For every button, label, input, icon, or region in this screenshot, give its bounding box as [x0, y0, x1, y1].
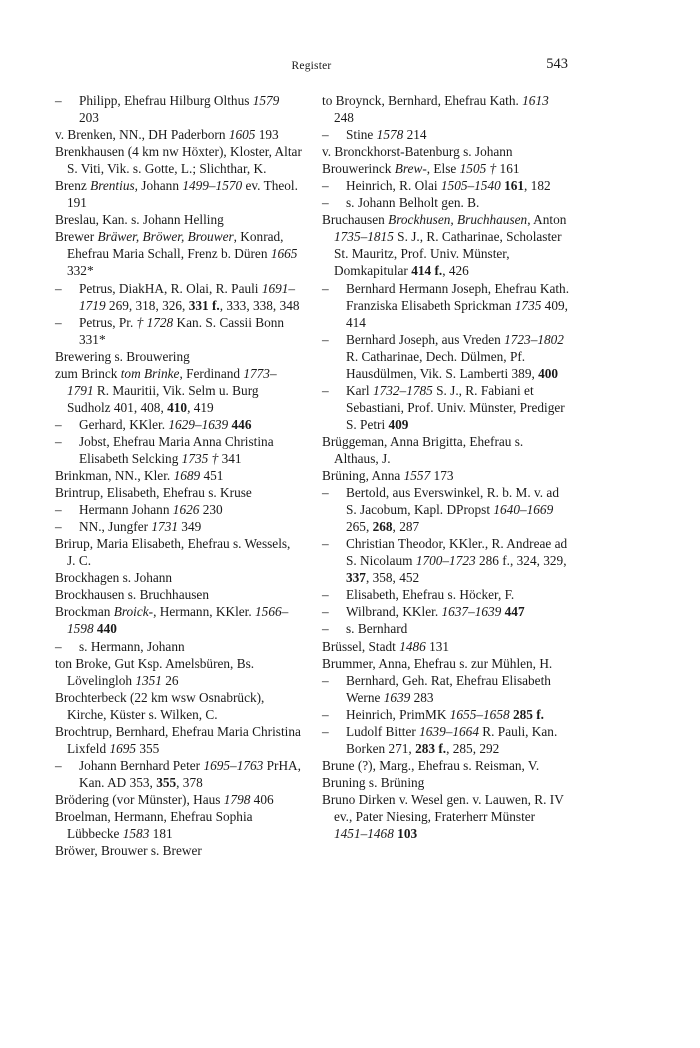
register-entry: Brenz Brentius, Johann 1499–1570 ev. Theol. 191 [55, 178, 298, 211]
register-subentry: – Elisabeth, Ehefrau s. Höcker, F. [322, 586, 569, 603]
register-entry: Brochterbeck (22 km wsw Osnabrück), Kirche, Küster s. Wilken, C. [55, 689, 265, 722]
register-entry: Bruning s. Brüning [322, 774, 425, 790]
register-subentry: – s. Johann Belholt gen. B. [322, 194, 569, 211]
register-subentry: – Ludolf Bitter 1639–1664 R. Pauli, Kan. Borken 271, 283 f., 285, 292 [322, 723, 569, 757]
register-subentry: – Philipp, Ehefrau Hilburg Olthus 1579 203 [55, 92, 302, 126]
register-subentry: – Petrus, Pr. † 1728 Kan. S. Cassii Bonn 331* [55, 314, 302, 348]
register-subentry: – Christian Theodor, KKler., R. Andreae ad S. Nicolaum 1700–1723 286 f., 324, 329, 337, 358, 452 [322, 535, 569, 586]
register-entry: to Broynck, Bernhard, Ehefrau Kath. 1613 248 [322, 93, 549, 126]
page-header [55, 56, 568, 76]
register-column-left [55, 92, 302, 859]
register-subentry: – Bernhard Joseph, aus Vreden 1723–1802 R. Catharinae, Dech. Dülmen, Pf. Hausdülmen, Vik. S. Lamberti 389, 400 [322, 331, 569, 382]
register-entry: Brirup, Maria Elisabeth, Ehefrau s. Wessels, J. C. [55, 536, 291, 569]
register-entry: Brouwerinck Brew-, Else 1505 † 161 [322, 161, 520, 177]
register-subentry: – Bernhard Hermann Joseph, Ehefrau Kath. Franziska Elisabeth Sprickman 1735 409, 414 [322, 280, 569, 331]
register-entry: Brockman Broick-, Hermann, KKler. 1566–1598 440 [55, 604, 289, 637]
register-entry: Brune (?), Marg., Ehefrau s. Reisman, V. [322, 757, 540, 773]
register-subentry: – s. Bernhard [322, 620, 569, 637]
register-entry: Bruchausen Brockhusen, Bruchhausen, Anton 1735–1815 S. J., R. Catharinae, Scholaster St. Mauritz, Prof. Univ. Münster, Domkapitular 414 f., 426 [322, 212, 567, 279]
register-subentry: – Hermann Johann 1626 230 [55, 501, 302, 518]
register-subentry: – Heinrich, R. Olai 1505–1540 161, 182 [322, 177, 569, 194]
register-entry: Brintrup, Elisabeth, Ehefrau s. Kruse [55, 485, 252, 501]
register-entry: Bruno Dirken v. Wesel gen. v. Lauwen, R. IV ev., Pater Niesing, Fraterherr Münster 1451–1468 103 [322, 791, 564, 842]
register-entry: Brinkman, NN., Kler. 1689 451 [55, 468, 224, 484]
register-subentry: – Petrus, DiakHA, R. Olai, R. Pauli 1691–1719 269, 318, 326, 331 f., 333, 338, 348 [55, 280, 302, 314]
register-subentry: – Karl 1732–1785 S. J., R. Fabiani et Sebastiani, Prof. Univ. Münster, Prediger S. Petri 409 [322, 382, 569, 433]
register-entry: Brödering (vor Münster), Haus 1798 406 [55, 791, 274, 807]
register-entry: ton Broke, Gut Ksp. Amelsbüren, Bs. Lövelingloh 1351 26 [55, 655, 255, 688]
register-entry: Brewering s. Brouwering [55, 348, 190, 364]
register-column-right [322, 92, 569, 842]
register-subentry: – NN., Jungfer 1731 349 [55, 518, 302, 535]
register-entry: Brockhagen s. Johann [55, 570, 173, 586]
register-entry: v. Bronckhorst-Batenburg s. Johann [322, 144, 513, 160]
register-subentry: – Gerhard, KKler. 1629–1639 446 [55, 416, 302, 433]
register-entry: zum Brinck tom Brinke, Ferdinand 1773–1791 R. Mauritii, Vik. Selm u. Burg Sudholz 401, 408, 410, 419 [55, 365, 277, 415]
register-subentry: – Johann Bernhard Peter 1695–1763 PrHA, Kan. AD 353, 355, 378 [55, 757, 302, 791]
register-subentry: – Wilbrand, KKler. 1637–1639 447 [322, 603, 569, 620]
register-subentry: – Bernhard, Geh. Rat, Ehefrau Elisabeth Werne 1639 283 [322, 672, 569, 706]
register-entry: Brockhausen s. Bruchhausen [55, 587, 209, 603]
register-entry: Brüning, Anna 1557 173 [322, 468, 454, 484]
register-entry: Brüssel, Stadt 1486 131 [322, 638, 450, 654]
page-number: 543 [546, 56, 568, 72]
running-title: Register [291, 60, 332, 72]
register-subentry: – Bertold, aus Everswinkel, R. b. M. v. ad S. Jacobum, Kapl. DPropst 1640–1669 265, 268, 287 [322, 484, 569, 535]
register-entry: Brenkhausen (4 km nw Höxter), Kloster, Altar S. Viti, Vik. s. Gotte, L.; Slichthar, K. [55, 144, 302, 177]
register-entry: Brewer Bräwer, Bröwer, Brouwer, Konrad, Ehefrau Maria Schall, Frenz b. Düren 1665 332* [55, 229, 298, 279]
register-subentry: – s. Hermann, Johann [55, 638, 302, 655]
register-entry: Brüggeman, Anna Brigitta, Ehefrau s. Althaus, J. [322, 433, 524, 466]
register-entry: Broelman, Hermann, Ehefrau Sophia Lübbecke 1583 181 [55, 808, 253, 842]
register-subentry: – Stine 1578 214 [322, 126, 569, 143]
register-entry: Breslau, Kan. s. Johann Helling [55, 212, 224, 228]
register-subentry: – Heinrich, PrimMK 1655–1658 285 f. [322, 706, 569, 723]
register-entry: Brochtrup, Bernhard, Ehefrau Maria Christina Lixfeld 1695 355 [55, 723, 301, 756]
register-subentry: – Jobst, Ehefrau Maria Anna Christina Elisabeth Selcking 1735 † 341 [55, 433, 302, 467]
register-entry: Bröwer, Brouwer s. Brewer [55, 843, 202, 859]
register-entry: v. Brenken, NN., DH Paderborn 1605 193 [55, 127, 279, 143]
register-entry: Brummer, Anna, Ehefrau s. zur Mühlen, H. [322, 655, 553, 671]
